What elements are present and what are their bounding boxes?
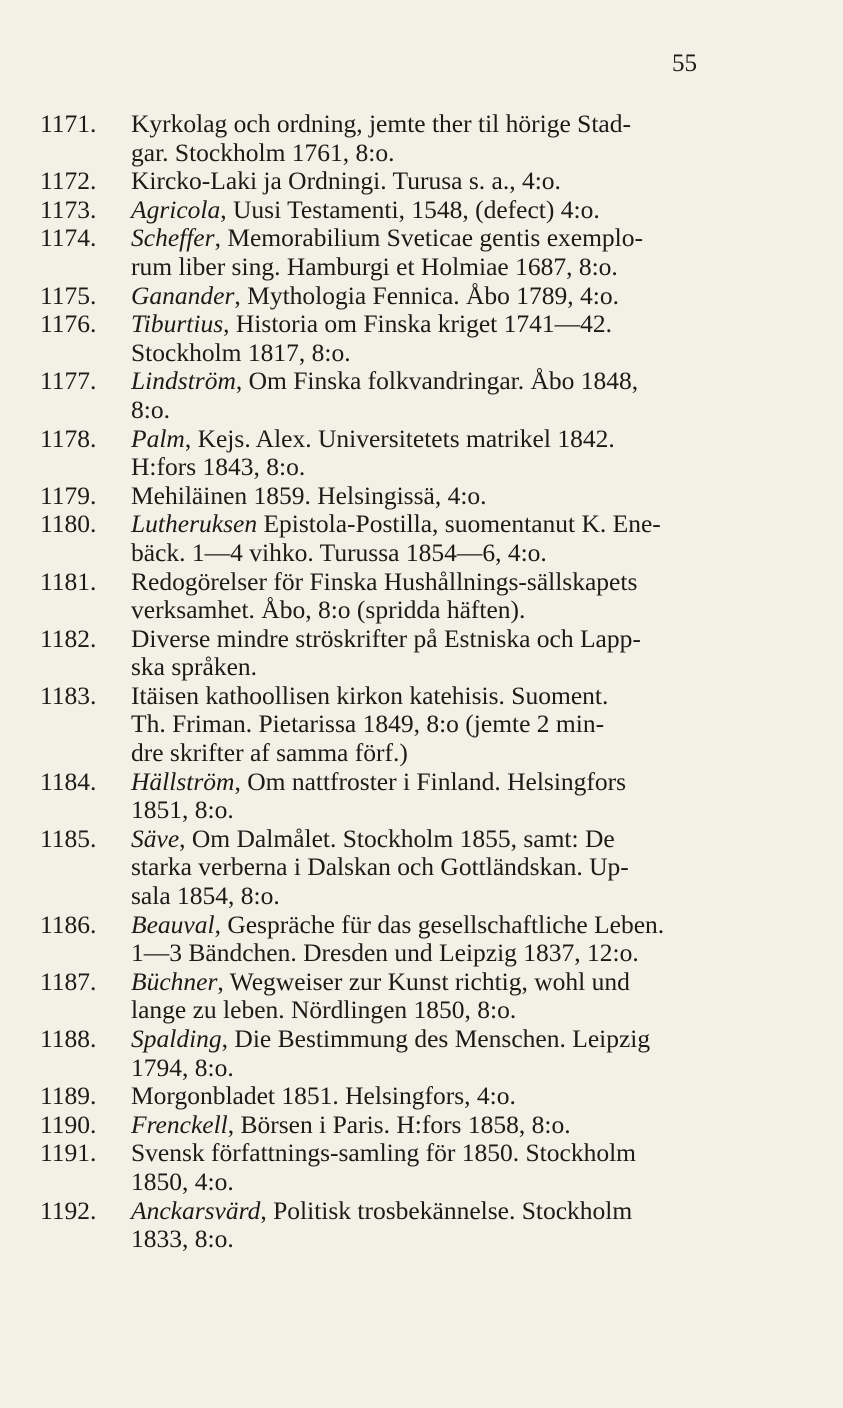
entry-line-text: ska språken. <box>131 652 258 682</box>
entry-author: Anckarsvärd <box>131 1195 261 1225</box>
entry-line <box>131 396 740 425</box>
entry-line <box>131 1082 740 1111</box>
catalog-entry <box>40 224 740 281</box>
entry-text <box>131 425 740 482</box>
entry-line-text: rum liber sing. Hamburgi et Holmiae 1687, 8:o. <box>131 251 618 281</box>
entry-line-text: , Memorabilium Sveticae gentis exemplo- <box>214 223 643 253</box>
entry-line <box>131 825 740 854</box>
entry-line-text: , Uusi Testamenti, 1548, (defect) 4:o. <box>220 194 600 224</box>
catalog-entry <box>40 310 740 367</box>
entry-line <box>131 853 740 882</box>
page-number: 55 <box>672 50 697 77</box>
entry-text <box>131 568 740 625</box>
entry-text <box>131 625 740 682</box>
entry-line <box>131 1139 740 1168</box>
entry-number: 1175. <box>40 280 97 310</box>
entry-line <box>131 596 740 625</box>
entry-line <box>131 968 740 997</box>
catalog-entry <box>40 1139 740 1196</box>
entry-line <box>131 139 740 168</box>
entry-number: 1180. <box>40 509 97 539</box>
entry-text <box>131 682 740 768</box>
entry-author: Frenckell <box>131 1109 228 1139</box>
entry-line-text: Stockholm 1817, 8:o. <box>131 337 351 367</box>
entry-author: Palm <box>131 423 185 453</box>
entry-line-text: Kircko-Laki ja Ordningi. Turusa s. a., 4:o. <box>131 166 561 196</box>
catalog-entry <box>40 1197 740 1254</box>
entry-text <box>131 282 740 311</box>
catalog-entry <box>40 768 740 825</box>
entry-line-text: Morgonbladet 1851. Helsingfors, 4:o. <box>131 1081 516 1111</box>
catalog-entry <box>40 167 740 196</box>
entry-line-text: , Kejs. Alex. Universitetets matrikel 1842. <box>184 423 615 453</box>
entry-line-text: Th. Friman. Pietarissa 1849, 8:o (jemte 2 min- <box>131 709 605 739</box>
entry-line <box>131 224 740 253</box>
entry-line-text: Svensk författnings-samling för 1850. Stockholm <box>131 1138 636 1168</box>
entry-line <box>131 367 740 396</box>
catalog-entry <box>40 510 740 567</box>
entry-line-text: 1—3 Bändchen. Dresden und Leipzig 1837, 12:o. <box>131 938 639 968</box>
entry-number: 1181. <box>40 566 97 596</box>
entry-line <box>131 110 740 139</box>
entry-line-text: 1850, 4:o. <box>131 1166 234 1196</box>
entry-line <box>131 710 740 739</box>
entry-line <box>131 425 740 454</box>
entry-number: 1190. <box>40 1109 97 1139</box>
entry-number: 1187. <box>40 966 97 996</box>
entry-number: 1182. <box>40 623 97 653</box>
entry-line <box>131 1197 740 1226</box>
entry-line <box>131 282 740 311</box>
entry-number: 1176. <box>40 309 97 339</box>
entry-text <box>131 1197 740 1254</box>
entry-text <box>131 110 740 167</box>
entry-text <box>131 1025 740 1082</box>
entry-text <box>131 167 740 196</box>
entry-line <box>131 653 740 682</box>
entry-number: 1178. <box>40 423 97 453</box>
entry-line <box>131 482 740 511</box>
entry-line <box>131 167 740 196</box>
catalog-entry <box>40 482 740 511</box>
entry-author: Agricola <box>131 194 221 224</box>
entry-text <box>131 310 740 367</box>
entry-text <box>131 1082 740 1111</box>
entry-line <box>131 939 740 968</box>
entry-number: 1173. <box>40 194 97 224</box>
catalog-entry <box>40 1082 740 1111</box>
entry-author: Beauval <box>131 909 215 939</box>
entry-line-text: Redogörelser för Finska Hushållnings-sällskapets <box>131 566 638 596</box>
entry-line <box>131 796 740 825</box>
entry-line <box>131 682 740 711</box>
catalog-entry <box>40 825 740 911</box>
catalog-entry <box>40 568 740 625</box>
entry-number: 1179. <box>40 480 97 510</box>
entry-line <box>131 539 740 568</box>
entry-text <box>131 510 740 567</box>
entry-line-text: , Wegweiser zur Kunst richtig, wohl und <box>217 966 630 996</box>
entry-line <box>131 768 740 797</box>
catalog-entries <box>40 110 740 1254</box>
catalog-entry <box>40 282 740 311</box>
entry-text <box>131 1139 740 1196</box>
entry-line-text: gar. Stockholm 1761, 8:o. <box>131 137 395 167</box>
entry-line-text: Kyrkolag och ordning, jemte ther til hörige Stad- <box>131 109 631 138</box>
entry-text <box>131 768 740 825</box>
catalog-entry <box>40 968 740 1025</box>
entry-line-text: Itäisen kathoollisen kirkon katehisis. Suoment. <box>131 680 609 710</box>
entry-line-text: 8:o. <box>131 394 170 424</box>
entry-text <box>131 968 740 1025</box>
entry-text <box>131 482 740 511</box>
entry-line-text: Epistola-Postilla, suomentanut K. Ene- <box>257 509 661 539</box>
entry-line <box>131 1168 740 1197</box>
entry-line <box>131 911 740 940</box>
entry-line-text: lange zu leben. Nördlingen 1850, 8:o. <box>131 995 517 1025</box>
entry-number: 1183. <box>40 680 97 710</box>
entry-line <box>131 310 740 339</box>
catalog-entry <box>40 625 740 682</box>
entry-author: Säve <box>131 823 180 853</box>
entry-text <box>131 224 740 281</box>
entry-line-text: , Die Bestimmung des Menschen. Leipzig <box>221 1024 651 1053</box>
entry-line-text: , Historia om Finska kriget 1741—42. <box>223 309 612 339</box>
entry-line <box>131 453 740 482</box>
entry-line <box>131 882 740 911</box>
entry-number: 1191. <box>40 1138 97 1168</box>
entry-line-text: , Politisk trosbekännelse. Stockholm <box>260 1195 633 1225</box>
entry-number: 1172. <box>40 166 97 196</box>
entry-line-text: bäck. 1—4 vihko. Turussa 1854—6, 4:o. <box>131 537 547 567</box>
entry-number: 1186. <box>40 909 97 939</box>
entry-line <box>131 339 740 368</box>
entry-line-text: verksamhet. Åbo, 8:o (spridda häften). <box>131 595 526 625</box>
entry-line <box>131 996 740 1025</box>
entry-line-text: 1851, 8:o. <box>131 795 234 825</box>
entry-line-text: dre skrifter af samma förf.) <box>131 738 408 768</box>
entry-number: 1177. <box>40 366 97 396</box>
entry-number: 1189. <box>40 1081 97 1111</box>
entry-line-text: Mehiläinen 1859. Helsingissä, 4:o. <box>131 480 487 510</box>
entry-line <box>131 1025 740 1054</box>
entry-line <box>131 253 740 282</box>
catalog-entry <box>40 110 740 167</box>
entry-line <box>131 625 740 654</box>
entry-line-text: , Börsen i Paris. H:fors 1858, 8:o. <box>227 1109 571 1139</box>
entry-line-text: starka verberna i Dalskan och Gottländskan. Up- <box>131 852 629 882</box>
entry-line <box>131 1225 740 1254</box>
entry-author: Hällström <box>131 766 235 796</box>
entry-line <box>131 1111 740 1140</box>
entry-line <box>131 1054 740 1083</box>
catalog-entry <box>40 196 740 225</box>
entry-author: Scheffer <box>131 223 215 253</box>
entry-author: Büchner <box>131 966 218 996</box>
entry-line-text: sala 1854, 8:o. <box>131 881 280 911</box>
entry-text <box>131 825 740 911</box>
entry-line-text: 1833, 8:o. <box>131 1224 234 1254</box>
catalog-entry <box>40 425 740 482</box>
entry-text <box>131 196 740 225</box>
entry-author: Ganander <box>131 280 235 310</box>
entry-number: 1184. <box>40 766 97 796</box>
entry-line-text: , Om Dalmålet. Stockholm 1855, samt: De <box>179 823 615 853</box>
entry-author: Tiburtius <box>131 309 224 339</box>
catalog-entry <box>40 1111 740 1140</box>
entry-number: 1174. <box>40 223 97 253</box>
entry-line <box>131 568 740 597</box>
entry-author: Lutheruksen <box>131 509 258 539</box>
catalog-entry <box>40 682 740 768</box>
entry-number: 1192. <box>40 1195 97 1225</box>
entry-line <box>131 196 740 225</box>
entry-text <box>131 1111 740 1140</box>
entry-line-text: , Gespräche für das gesellschaftliche Leben. <box>214 909 665 939</box>
entry-text <box>131 911 740 968</box>
entry-number: 1185. <box>40 823 97 853</box>
catalog-entry <box>40 1025 740 1082</box>
entry-line-text: , Mythologia Fennica. Åbo 1789, 4:o. <box>234 280 620 310</box>
entry-line <box>131 739 740 768</box>
catalog-entry <box>40 911 740 968</box>
entry-text <box>131 367 740 424</box>
entry-line-text: Diverse mindre ströskrifter på Estniska och Lapp- <box>131 623 641 653</box>
entry-number: 1188. <box>40 1024 97 1053</box>
entry-line-text: , Om Finska folkvandringar. Åbo 1848, <box>235 366 639 396</box>
entry-line-text: H:fors 1843, 8:o. <box>131 452 306 482</box>
entry-line-text: 1794, 8:o. <box>131 1052 234 1082</box>
catalog-entry <box>40 367 740 424</box>
entry-number: 1171. <box>40 109 97 138</box>
entry-line-text: , Om nattfroster i Finland. Helsingfors <box>234 766 627 796</box>
entry-author: Spalding <box>131 1024 222 1053</box>
entry-line <box>131 510 740 539</box>
entry-author: Lindström <box>131 366 236 396</box>
